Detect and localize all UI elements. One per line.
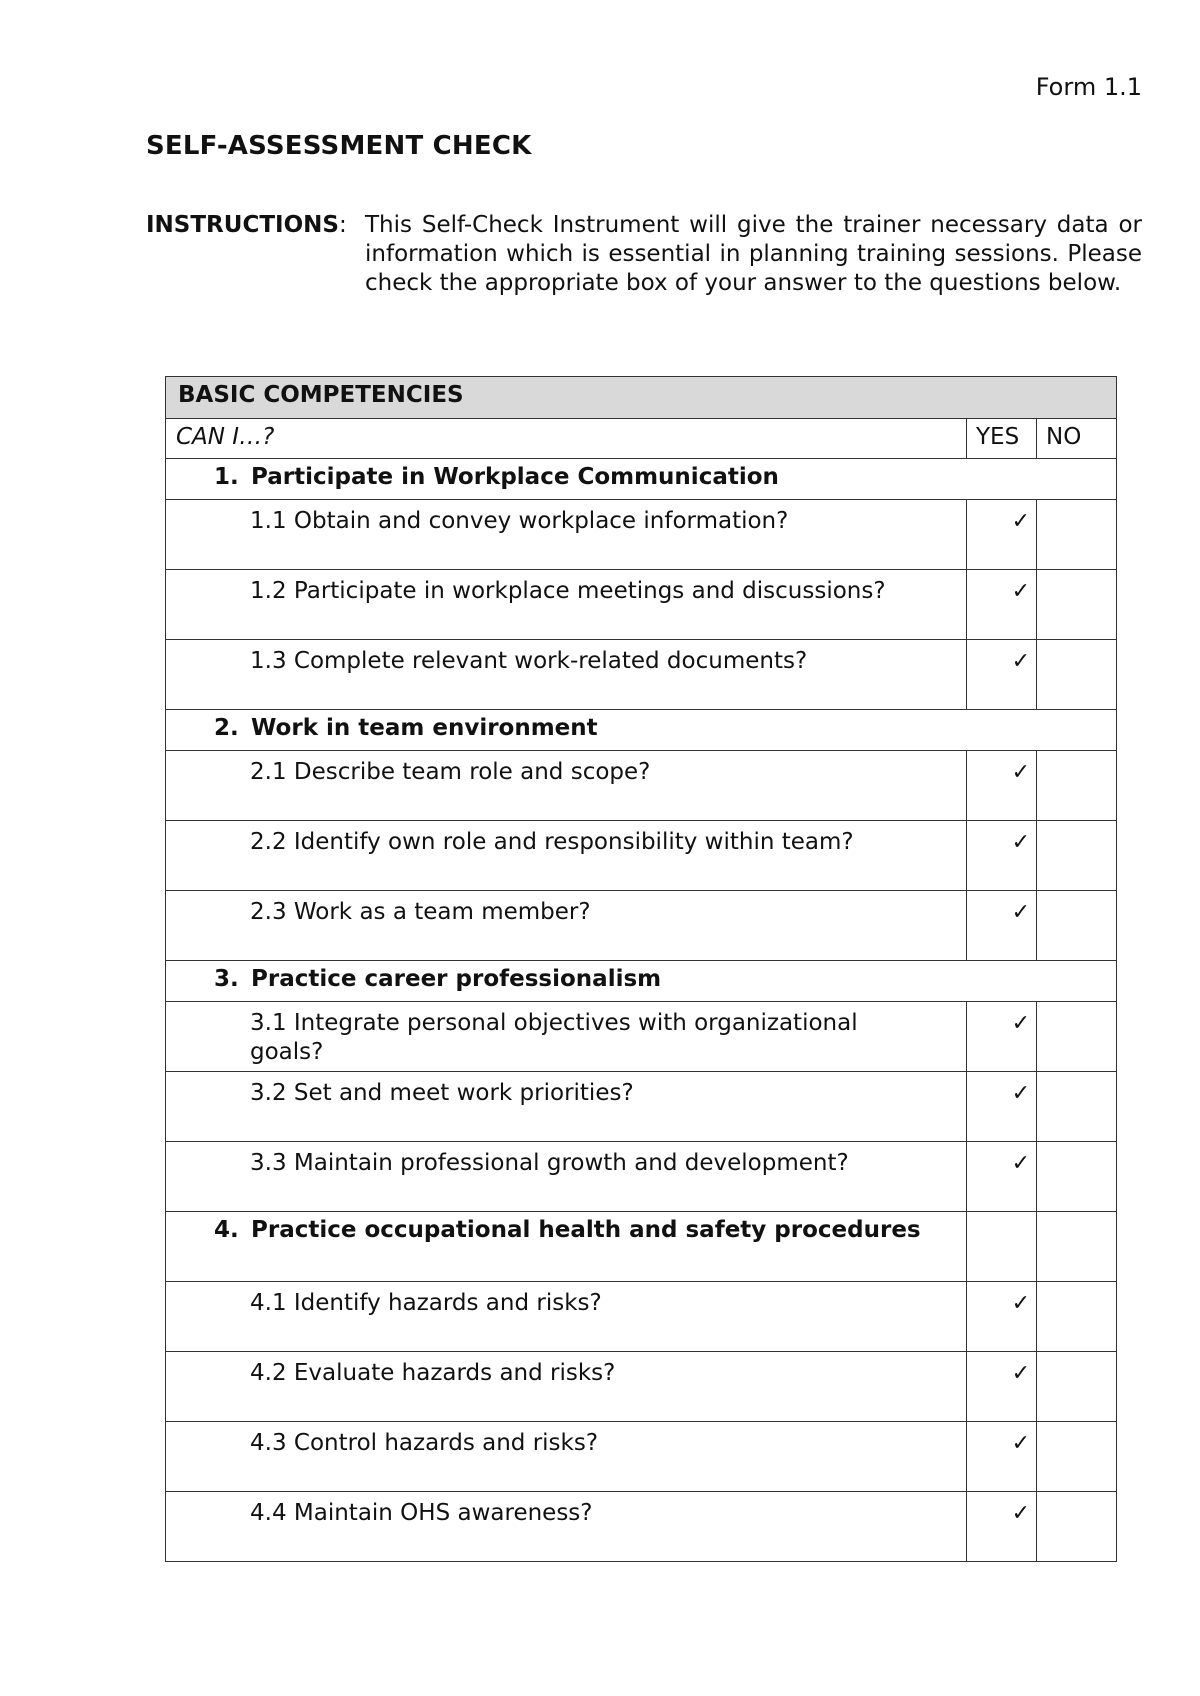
yes-checkbox[interactable] xyxy=(967,640,1037,710)
checkmark-icon: ✓ xyxy=(1011,509,1030,534)
question-text: 3.2 Set and meet work priorities? xyxy=(166,1072,967,1142)
checkmark-icon: ✓ xyxy=(1011,649,1030,674)
yes-column-header: YES xyxy=(967,419,1037,459)
question-text: 1.3 Complete relevant work-related documents? xyxy=(166,640,967,710)
no-column-header: NO xyxy=(1037,419,1117,459)
checkmark-icon: ✓ xyxy=(1011,830,1030,855)
section-heading xyxy=(166,965,1116,994)
section-no-cell xyxy=(1037,1212,1117,1282)
question-text: 4.2 Evaluate hazards and risks? xyxy=(166,1352,967,1422)
table-row xyxy=(166,1422,1117,1492)
question-text: 3.3 Maintain professional growth and development? xyxy=(166,1142,967,1212)
no-checkbox[interactable] xyxy=(1037,1002,1117,1072)
section-title: Practice career professionalism xyxy=(251,966,662,992)
no-checkbox[interactable] xyxy=(1037,1142,1117,1212)
no-checkbox[interactable] xyxy=(1037,640,1117,710)
no-checkbox[interactable] xyxy=(1037,500,1117,570)
table-row xyxy=(166,1352,1117,1422)
checkmark-icon: ✓ xyxy=(1011,1501,1030,1526)
table-row xyxy=(166,1282,1117,1352)
table-row xyxy=(166,1072,1117,1142)
instructions-text: This Self-Check Instrument will give the trainer necessary data or information which is essential in planning training sessions. Please check the appropriate box of your answer to the questions below. xyxy=(365,212,1142,296)
question-text: 2.2 Identify own role and responsibility within team? xyxy=(166,821,967,891)
question-text: 4.4 Maintain OHS awareness? xyxy=(166,1492,967,1562)
yes-checkbox[interactable] xyxy=(967,570,1037,640)
section-cell xyxy=(166,459,1117,500)
no-checkbox[interactable] xyxy=(1037,1352,1117,1422)
table-row xyxy=(166,500,1117,570)
table-row xyxy=(166,751,1117,821)
yes-checkbox[interactable] xyxy=(967,1492,1037,1562)
basic-competencies-header: BASIC COMPETENCIES xyxy=(166,377,1117,419)
checkmark-icon: ✓ xyxy=(1011,1011,1030,1036)
table-header-row xyxy=(166,377,1117,419)
can-i-label: CAN I…? xyxy=(166,419,967,459)
table-row xyxy=(166,570,1117,640)
section-title: Participate in Workplace Communication xyxy=(251,464,779,490)
section-row xyxy=(166,710,1117,751)
section-row xyxy=(166,459,1117,500)
yes-checkbox[interactable] xyxy=(967,1282,1037,1352)
yes-checkbox[interactable] xyxy=(967,500,1037,570)
section-number: 1. xyxy=(214,464,239,490)
no-checkbox[interactable] xyxy=(1037,891,1117,961)
no-checkbox[interactable] xyxy=(1037,1492,1117,1562)
table-row xyxy=(166,640,1117,710)
yes-checkbox[interactable] xyxy=(967,1142,1037,1212)
section-title: Work in team environment xyxy=(251,715,598,741)
table-row xyxy=(166,821,1117,891)
checkmark-icon: ✓ xyxy=(1011,760,1030,785)
section-cell xyxy=(166,710,1117,751)
no-checkbox[interactable] xyxy=(1037,570,1117,640)
section-row xyxy=(166,961,1117,1002)
form-number: Form 1.1 xyxy=(1035,73,1142,101)
section-heading xyxy=(166,1216,966,1245)
checkmark-icon: ✓ xyxy=(1011,900,1030,925)
yes-checkbox[interactable] xyxy=(967,1422,1037,1492)
section-number: 2. xyxy=(214,715,239,741)
table-row xyxy=(166,891,1117,961)
no-checkbox[interactable] xyxy=(1037,1072,1117,1142)
question-text: 1.1 Obtain and convey workplace information? xyxy=(166,500,967,570)
instructions-block xyxy=(146,211,1142,298)
no-checkbox[interactable] xyxy=(1037,821,1117,891)
question-text: 4.1 Identify hazards and risks? xyxy=(166,1282,967,1352)
checkmark-icon: ✓ xyxy=(1011,1151,1030,1176)
no-checkbox[interactable] xyxy=(1037,751,1117,821)
question-text: 4.3 Control hazards and risks? xyxy=(166,1422,967,1492)
yes-checkbox[interactable] xyxy=(967,1072,1037,1142)
checkmark-icon: ✓ xyxy=(1011,1081,1030,1106)
yes-checkbox[interactable] xyxy=(967,1002,1037,1072)
instructions-label xyxy=(146,211,347,240)
section-number: 4. xyxy=(214,1217,239,1243)
competency-table xyxy=(165,376,1117,1562)
section-heading xyxy=(166,463,1116,492)
yes-checkbox[interactable] xyxy=(967,821,1037,891)
checkmark-icon: ✓ xyxy=(1011,1361,1030,1386)
checkmark-icon: ✓ xyxy=(1011,1431,1030,1456)
section-row xyxy=(166,1212,1117,1282)
yes-checkbox[interactable] xyxy=(967,1352,1037,1422)
question-text: 3.1 Integrate personal objectives with organizational goals? xyxy=(166,1002,967,1072)
yes-checkbox[interactable] xyxy=(967,891,1037,961)
column-header-row xyxy=(166,419,1117,459)
table-row xyxy=(166,1002,1117,1072)
section-yes-cell xyxy=(967,1212,1037,1282)
question-text: 2.1 Describe team role and scope? xyxy=(166,751,967,821)
section-heading xyxy=(166,714,1116,743)
yes-checkbox[interactable] xyxy=(967,751,1037,821)
no-checkbox[interactable] xyxy=(1037,1422,1117,1492)
table-row xyxy=(166,1142,1117,1212)
checkmark-icon: ✓ xyxy=(1011,1291,1030,1316)
question-text: 1.2 Participate in workplace meetings and discussions? xyxy=(166,570,967,640)
section-number: 3. xyxy=(214,966,239,992)
section-cell xyxy=(166,961,1117,1002)
question-text: 2.3 Work as a team member? xyxy=(166,891,967,961)
instructions-label-text: INSTRUCTIONS xyxy=(146,212,339,238)
no-checkbox[interactable] xyxy=(1037,1282,1117,1352)
section-title: Practice occupational health and safety procedures xyxy=(251,1217,921,1243)
section-cell xyxy=(166,1212,967,1282)
instructions-label-colon: : xyxy=(338,212,347,238)
checkmark-icon: ✓ xyxy=(1011,579,1030,604)
table-row xyxy=(166,1492,1117,1562)
page-title: SELF-ASSESSMENT CHECK xyxy=(146,131,532,161)
